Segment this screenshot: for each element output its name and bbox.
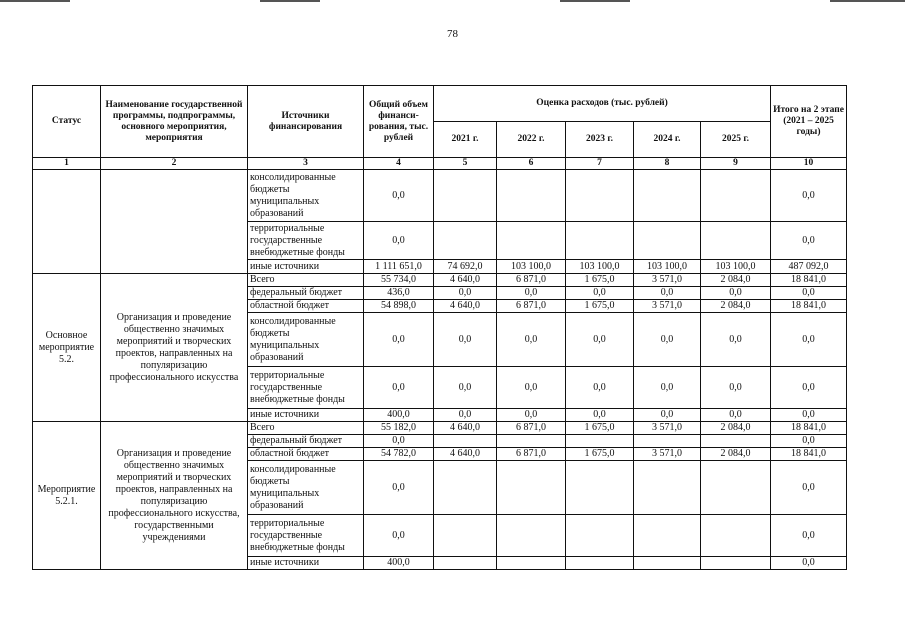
funding-source-cell: территориальные государственные внебюджетные фонды — [248, 515, 364, 557]
year-2021-cell — [434, 461, 497, 515]
itogo-cell: 0,0 — [771, 367, 847, 409]
header-sources: Источники финансирования — [248, 86, 364, 158]
column-number: 1 — [33, 158, 101, 170]
year-2021-cell: 0,0 — [434, 313, 497, 367]
year-2021-cell: 0,0 — [434, 409, 497, 422]
status-cell — [33, 170, 101, 274]
itogo-cell: 0,0 — [771, 222, 847, 260]
year-2021-cell — [434, 435, 497, 448]
year-2025-cell — [701, 170, 771, 222]
year-2022-cell — [497, 557, 566, 570]
year-2025-cell: 0,0 — [701, 313, 771, 367]
year-2022-cell: 6 871,0 — [497, 422, 566, 435]
table-row — [33, 422, 847, 435]
year-2021-cell: 4 640,0 — [434, 300, 497, 313]
itogo-cell: 0,0 — [771, 461, 847, 515]
year-2021-cell: 74 692,0 — [434, 260, 497, 274]
year-2025-cell: 0,0 — [701, 409, 771, 422]
funding-source-cell: иные источники — [248, 557, 364, 570]
year-2024-cell: 103 100,0 — [634, 260, 701, 274]
funding-source-cell: федеральный бюджет — [248, 435, 364, 448]
total-cell: 0,0 — [364, 313, 434, 367]
header-total-volume: Общий объем финанси-рования, тыс. рублей — [364, 86, 434, 158]
year-2022-cell — [497, 170, 566, 222]
year-2024-cell — [634, 557, 701, 570]
year-2025-cell: 103 100,0 — [701, 260, 771, 274]
funding-source-cell: консолидированные бюджеты муниципальных образований — [248, 461, 364, 515]
header-itogo: Итого на 2 этапе (2021 – 2025 годы) — [771, 86, 847, 158]
activity-name-cell — [101, 170, 248, 274]
year-2021-cell: 0,0 — [434, 287, 497, 300]
header-name: Наименование государственной программы, подпрограммы, основного мероприятия, мероприятия — [101, 86, 248, 158]
total-cell: 0,0 — [364, 515, 434, 557]
funding-source-cell: областной бюджет — [248, 300, 364, 313]
total-cell: 400,0 — [364, 557, 434, 570]
year-2024-cell: 3 571,0 — [634, 274, 701, 287]
itogo-cell: 18 841,0 — [771, 274, 847, 287]
year-2022-cell: 103 100,0 — [497, 260, 566, 274]
total-cell: 0,0 — [364, 435, 434, 448]
funding-source-cell: территориальные государственные внебюджетные фонды — [248, 367, 364, 409]
itogo-cell: 0,0 — [771, 287, 847, 300]
year-2022-cell: 0,0 — [497, 409, 566, 422]
header-year: 2025 г. — [701, 122, 771, 158]
year-2022-cell — [497, 222, 566, 260]
column-number: 10 — [771, 158, 847, 170]
year-2024-cell: 0,0 — [634, 287, 701, 300]
year-2022-cell — [497, 515, 566, 557]
year-2025-cell — [701, 557, 771, 570]
header-status: Статус — [33, 86, 101, 158]
year-2022-cell: 6 871,0 — [497, 300, 566, 313]
year-2024-cell: 0,0 — [634, 313, 701, 367]
year-2021-cell — [434, 515, 497, 557]
year-2022-cell: 0,0 — [497, 367, 566, 409]
scan-top-edge — [0, 0, 905, 4]
year-2024-cell — [634, 222, 701, 260]
year-2022-cell: 0,0 — [497, 287, 566, 300]
header-year: 2023 г. — [566, 122, 634, 158]
total-cell: 0,0 — [364, 367, 434, 409]
header-cost-estimate: Оценка расходов (тыс. рублей) — [434, 86, 771, 122]
year-2021-cell — [434, 170, 497, 222]
header-year: 2021 г. — [434, 122, 497, 158]
year-2023-cell: 1 675,0 — [566, 422, 634, 435]
year-2025-cell — [701, 222, 771, 260]
year-2022-cell: 0,0 — [497, 313, 566, 367]
year-2024-cell — [634, 461, 701, 515]
funding-source-cell: иные источники — [248, 260, 364, 274]
year-2025-cell — [701, 461, 771, 515]
year-2025-cell: 2 084,0 — [701, 422, 771, 435]
total-cell: 0,0 — [364, 222, 434, 260]
year-2023-cell — [566, 557, 634, 570]
year-2021-cell — [434, 557, 497, 570]
column-number: 7 — [566, 158, 634, 170]
year-2024-cell: 3 571,0 — [634, 300, 701, 313]
total-cell: 1 111 651,0 — [364, 260, 434, 274]
table-row — [33, 170, 847, 222]
total-cell: 55 182,0 — [364, 422, 434, 435]
year-2023-cell: 0,0 — [566, 409, 634, 422]
column-number: 6 — [497, 158, 566, 170]
year-2023-cell: 103 100,0 — [566, 260, 634, 274]
year-2025-cell: 2 084,0 — [701, 448, 771, 461]
year-2025-cell: 0,0 — [701, 287, 771, 300]
status-cell: Основное мероприятие 5.2. — [33, 274, 101, 422]
total-cell: 400,0 — [364, 409, 434, 422]
year-2023-cell: 0,0 — [566, 287, 634, 300]
year-2023-cell: 0,0 — [566, 367, 634, 409]
itogo-cell: 0,0 — [771, 435, 847, 448]
year-2024-cell: 3 571,0 — [634, 448, 701, 461]
column-number: 4 — [364, 158, 434, 170]
column-number: 8 — [634, 158, 701, 170]
year-2024-cell: 0,0 — [634, 367, 701, 409]
year-2024-cell — [634, 515, 701, 557]
page-number: 78 — [447, 28, 458, 40]
total-cell: 436,0 — [364, 287, 434, 300]
funding-source-cell: областной бюджет — [248, 448, 364, 461]
table-body — [33, 158, 847, 570]
funding-source-cell: территориальные государственные внебюджетные фонды — [248, 222, 364, 260]
column-number: 3 — [248, 158, 364, 170]
table-header — [33, 86, 847, 158]
total-cell: 54 898,0 — [364, 300, 434, 313]
itogo-cell: 0,0 — [771, 313, 847, 367]
column-number: 5 — [434, 158, 497, 170]
activity-name-cell: Организация и проведение общественно значимых мероприятий и творческих проектов, направленных на популяризацию профессионального искусства — [101, 274, 248, 422]
year-2021-cell: 4 640,0 — [434, 448, 497, 461]
itogo-cell: 0,0 — [771, 515, 847, 557]
budget-table — [32, 85, 847, 570]
funding-source-cell: Всего — [248, 274, 364, 287]
year-2022-cell — [497, 435, 566, 448]
year-2023-cell: 0,0 — [566, 313, 634, 367]
year-2023-cell — [566, 515, 634, 557]
funding-source-cell: иные источники — [248, 409, 364, 422]
year-2024-cell — [634, 435, 701, 448]
total-cell: 55 734,0 — [364, 274, 434, 287]
column-numbers-row — [33, 158, 847, 170]
status-cell: Мероприятие 5.2.1. — [33, 422, 101, 570]
year-2024-cell — [634, 170, 701, 222]
column-number: 2 — [101, 158, 248, 170]
year-2023-cell — [566, 170, 634, 222]
funding-source-cell: Всего — [248, 422, 364, 435]
year-2024-cell: 3 571,0 — [634, 422, 701, 435]
year-2021-cell: 4 640,0 — [434, 422, 497, 435]
total-cell: 0,0 — [364, 461, 434, 515]
funding-source-cell: консолидированные бюджеты муниципальных образований — [248, 313, 364, 367]
activity-name-cell: Организация и проведение общественно значимых мероприятий и творческих проектов, направленных на популяризацию профессионального искусства, государственными учреждениями — [101, 422, 248, 570]
total-cell: 54 782,0 — [364, 448, 434, 461]
funding-source-cell: федеральный бюджет — [248, 287, 364, 300]
itogo-cell: 18 841,0 — [771, 448, 847, 461]
itogo-cell: 0,0 — [771, 409, 847, 422]
year-2025-cell: 0,0 — [701, 367, 771, 409]
year-2023-cell — [566, 435, 634, 448]
year-2021-cell: 4 640,0 — [434, 274, 497, 287]
header-year: 2022 г. — [497, 122, 566, 158]
itogo-cell: 18 841,0 — [771, 300, 847, 313]
total-cell: 0,0 — [364, 170, 434, 222]
itogo-cell: 18 841,0 — [771, 422, 847, 435]
year-2023-cell — [566, 222, 634, 260]
year-2025-cell: 2 084,0 — [701, 274, 771, 287]
year-2023-cell: 1 675,0 — [566, 274, 634, 287]
year-2023-cell: 1 675,0 — [566, 448, 634, 461]
column-number: 9 — [701, 158, 771, 170]
header-year: 2024 г. — [634, 122, 701, 158]
year-2025-cell — [701, 515, 771, 557]
year-2021-cell — [434, 222, 497, 260]
year-2023-cell: 1 675,0 — [566, 300, 634, 313]
year-2023-cell — [566, 461, 634, 515]
year-2022-cell: 6 871,0 — [497, 448, 566, 461]
year-2022-cell — [497, 461, 566, 515]
itogo-cell: 487 092,0 — [771, 260, 847, 274]
year-2025-cell — [701, 435, 771, 448]
table-row — [33, 274, 847, 287]
funding-source-cell: консолидированные бюджеты муниципальных образований — [248, 170, 364, 222]
year-2024-cell: 0,0 — [634, 409, 701, 422]
year-2022-cell: 6 871,0 — [497, 274, 566, 287]
itogo-cell: 0,0 — [771, 170, 847, 222]
year-2021-cell: 0,0 — [434, 367, 497, 409]
year-2025-cell: 2 084,0 — [701, 300, 771, 313]
itogo-cell: 0,0 — [771, 557, 847, 570]
